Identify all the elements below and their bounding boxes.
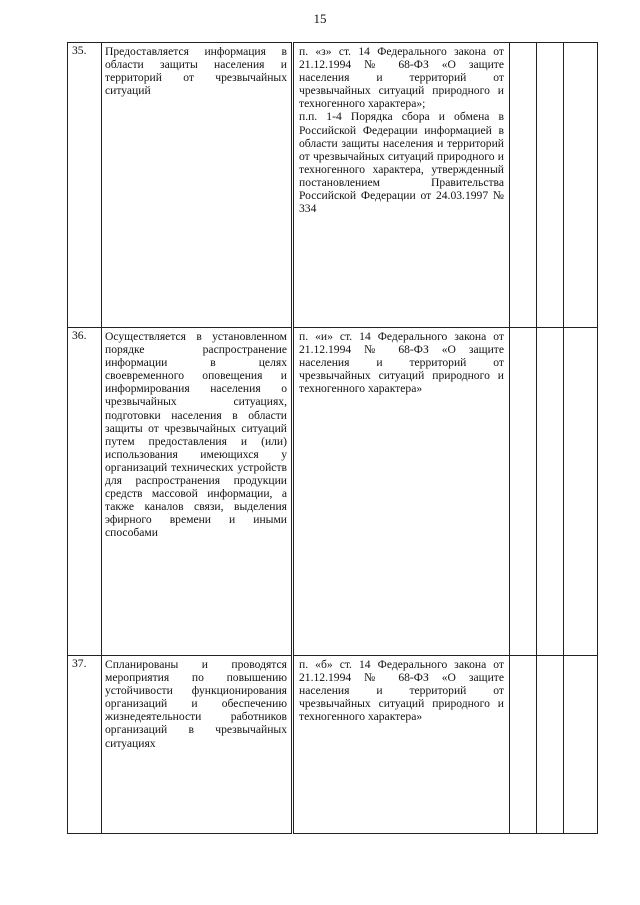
requirement-text: Осуществляется в установленном порядке распространение информации в целях своевременного оповещения и информирования населения о чрезвычайных ситуациях, подготовки населения в области защиты от чрезвычайных ситуаций путем предоставления и (или) использования имеющихся у организаций технических устройств для распространения продукции средств массовой информации, а также каналов связи, выделения эфирного времени и иными способами xyxy=(105,330,287,540)
checklist-table xyxy=(67,42,598,834)
row-number: 37. xyxy=(68,656,102,834)
page-number: 15 xyxy=(313,11,327,26)
requirement-cell xyxy=(102,656,293,834)
legal-basis-text: п. «б» ст. 14 Федерального закона от 21.12.1994 № 68-ФЗ «О защите населения и территорий от чрезвычайных ситуаций природного и техногенного характера» xyxy=(299,658,504,724)
legal-basis-cell xyxy=(293,328,510,656)
requirement-cell xyxy=(102,328,293,656)
table-row xyxy=(68,328,598,656)
answer-yes-cell xyxy=(510,656,537,834)
table-row xyxy=(68,656,598,834)
answer-yes-cell xyxy=(510,43,537,328)
legal-basis-cell xyxy=(293,43,510,328)
answer-na-cell xyxy=(564,656,598,834)
answer-na-cell xyxy=(564,43,598,328)
requirement-cell xyxy=(102,43,293,328)
row-number: 36. xyxy=(68,328,102,656)
requirement-text: Спланированы и проводятся мероприятия по повышению устойчивости функционирования организаций и обеспечению жизнедеятельности работников организаций в чрезвычайных ситуациях xyxy=(105,658,287,750)
answer-no-cell xyxy=(537,656,564,834)
row-number: 35. xyxy=(68,43,102,328)
answer-yes-cell xyxy=(510,328,537,656)
table-row xyxy=(68,43,598,328)
legal-basis-cell xyxy=(293,656,510,834)
legal-basis-text: п. «и» ст. 14 Федерального закона от 21.12.1994 № 68-ФЗ «О защите населения и территорий от чрезвычайных ситуаций природного и техногенного характера» xyxy=(299,330,504,396)
requirement-text: Предоставляется информация в области защиты населения и территорий от чрезвычайных ситуаций xyxy=(105,45,287,98)
answer-na-cell xyxy=(564,328,598,656)
answer-no-cell xyxy=(537,43,564,328)
legal-basis-text: п. «з» ст. 14 Федерального закона от 21.12.1994 № 68-ФЗ «О защите населения и территорий от чрезвычайных ситуаций природного и техногенного характера»; п.п. 1-4 Порядка сбора и обмена в Российской Федерации информацией в области защиты населения и территорий от чрезвычайных ситуаций природного и техногенного характера, утвержденный постановлением Правительства Российской Федерации от 24.03.1997 № 334 xyxy=(299,45,504,216)
answer-no-cell xyxy=(537,328,564,656)
